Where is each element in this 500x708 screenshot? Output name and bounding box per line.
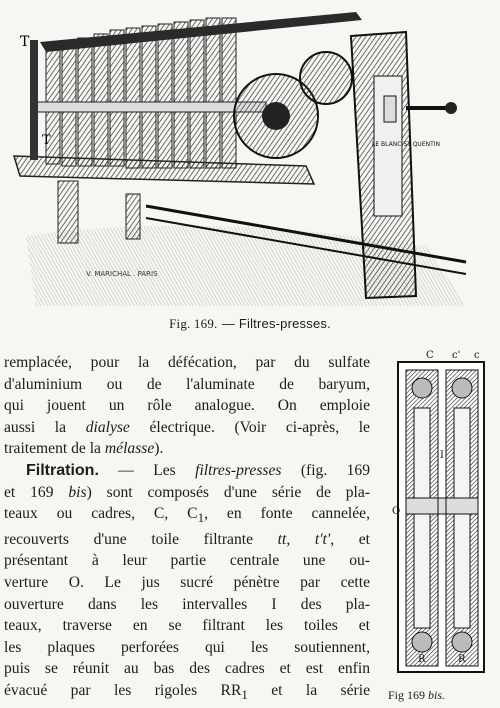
- maker-plate: LE BLANC ST QUENTIN: [372, 141, 441, 148]
- text-line: puis se réunit au bas des cadres et est enfin: [4, 660, 370, 678]
- text-line: évacué par les rigoles $RR_1$ et la série: [4, 682, 370, 703]
- text-line: teaux, traverse en se filtrant les toiles et: [4, 617, 370, 635]
- text-line: ouverture dans les intervalles I des pla-: [4, 595, 370, 613]
- text-line: remplacée, pour la défécation, par du sulfate: [4, 354, 370, 371]
- outlet-mark-R1: R: [458, 654, 466, 665]
- plate-mark-c-prime: c': [452, 350, 461, 361]
- emphasis: bis: [68, 483, 87, 501]
- figure-caption: [0, 316, 500, 332]
- valve-mark-top: T: [20, 34, 30, 50]
- outlet-mark-R: R: [418, 654, 426, 665]
- text-line: présentant à leur partie centrale une ou-: [4, 552, 370, 570]
- text-line: qui jouent un rôle analogue. On emploie: [4, 397, 370, 415]
- opening-mark-O: O: [392, 506, 401, 517]
- filter-press-engraving: [6, 6, 474, 306]
- figure-title: — Filtres-presses.: [221, 316, 331, 331]
- plate-mark-C: C: [426, 350, 434, 361]
- plate-mark-c: c: [474, 350, 480, 361]
- text-line: recouverts d'une toile filtrante tt, t't', et: [4, 530, 370, 548]
- text-line: les plaques perforées qui les soutiennent,: [4, 638, 370, 656]
- figure-label: Fig. 169.: [169, 316, 218, 331]
- text-line: verture O. Le jus sucré pénètre par cette: [4, 574, 370, 592]
- paragraph-2: [4, 460, 370, 706]
- emphasis: mélasse: [104, 440, 155, 458]
- emphasis: tt, t't': [277, 530, 331, 548]
- filter-plate-diagram: [392, 348, 492, 678]
- interval-mark-I: I: [440, 450, 444, 461]
- text-line: teaux ou cadres, C, $C_1$, en fonte cannelée,: [4, 505, 370, 526]
- engraver-signature: V. MARICHAL . PARIS: [86, 270, 158, 278]
- emphasis: dialyse: [85, 418, 130, 436]
- text-line: traitement de la mélasse).: [4, 440, 164, 458]
- side-figure-caption: Fig 169 bis.: [388, 688, 446, 702]
- paragraph-1: [4, 352, 370, 460]
- valve-mark-bottom: T: [42, 133, 51, 148]
- section-heading: Filtration.: [26, 461, 99, 479]
- text-line: Filtration. — Les filtres-presses (fig. 169: [26, 461, 370, 479]
- body-text: [4, 352, 370, 706]
- emphasis: filtres-presses: [195, 461, 282, 479]
- text-line: et 169 bis) sont composés d'une série de pla-: [4, 483, 370, 501]
- text-line: aussi la dialyse électrique. (Voir ci-après, le: [4, 418, 370, 436]
- text-line: d'aluminium ou de l'aluminate de baryum,: [4, 375, 370, 393]
